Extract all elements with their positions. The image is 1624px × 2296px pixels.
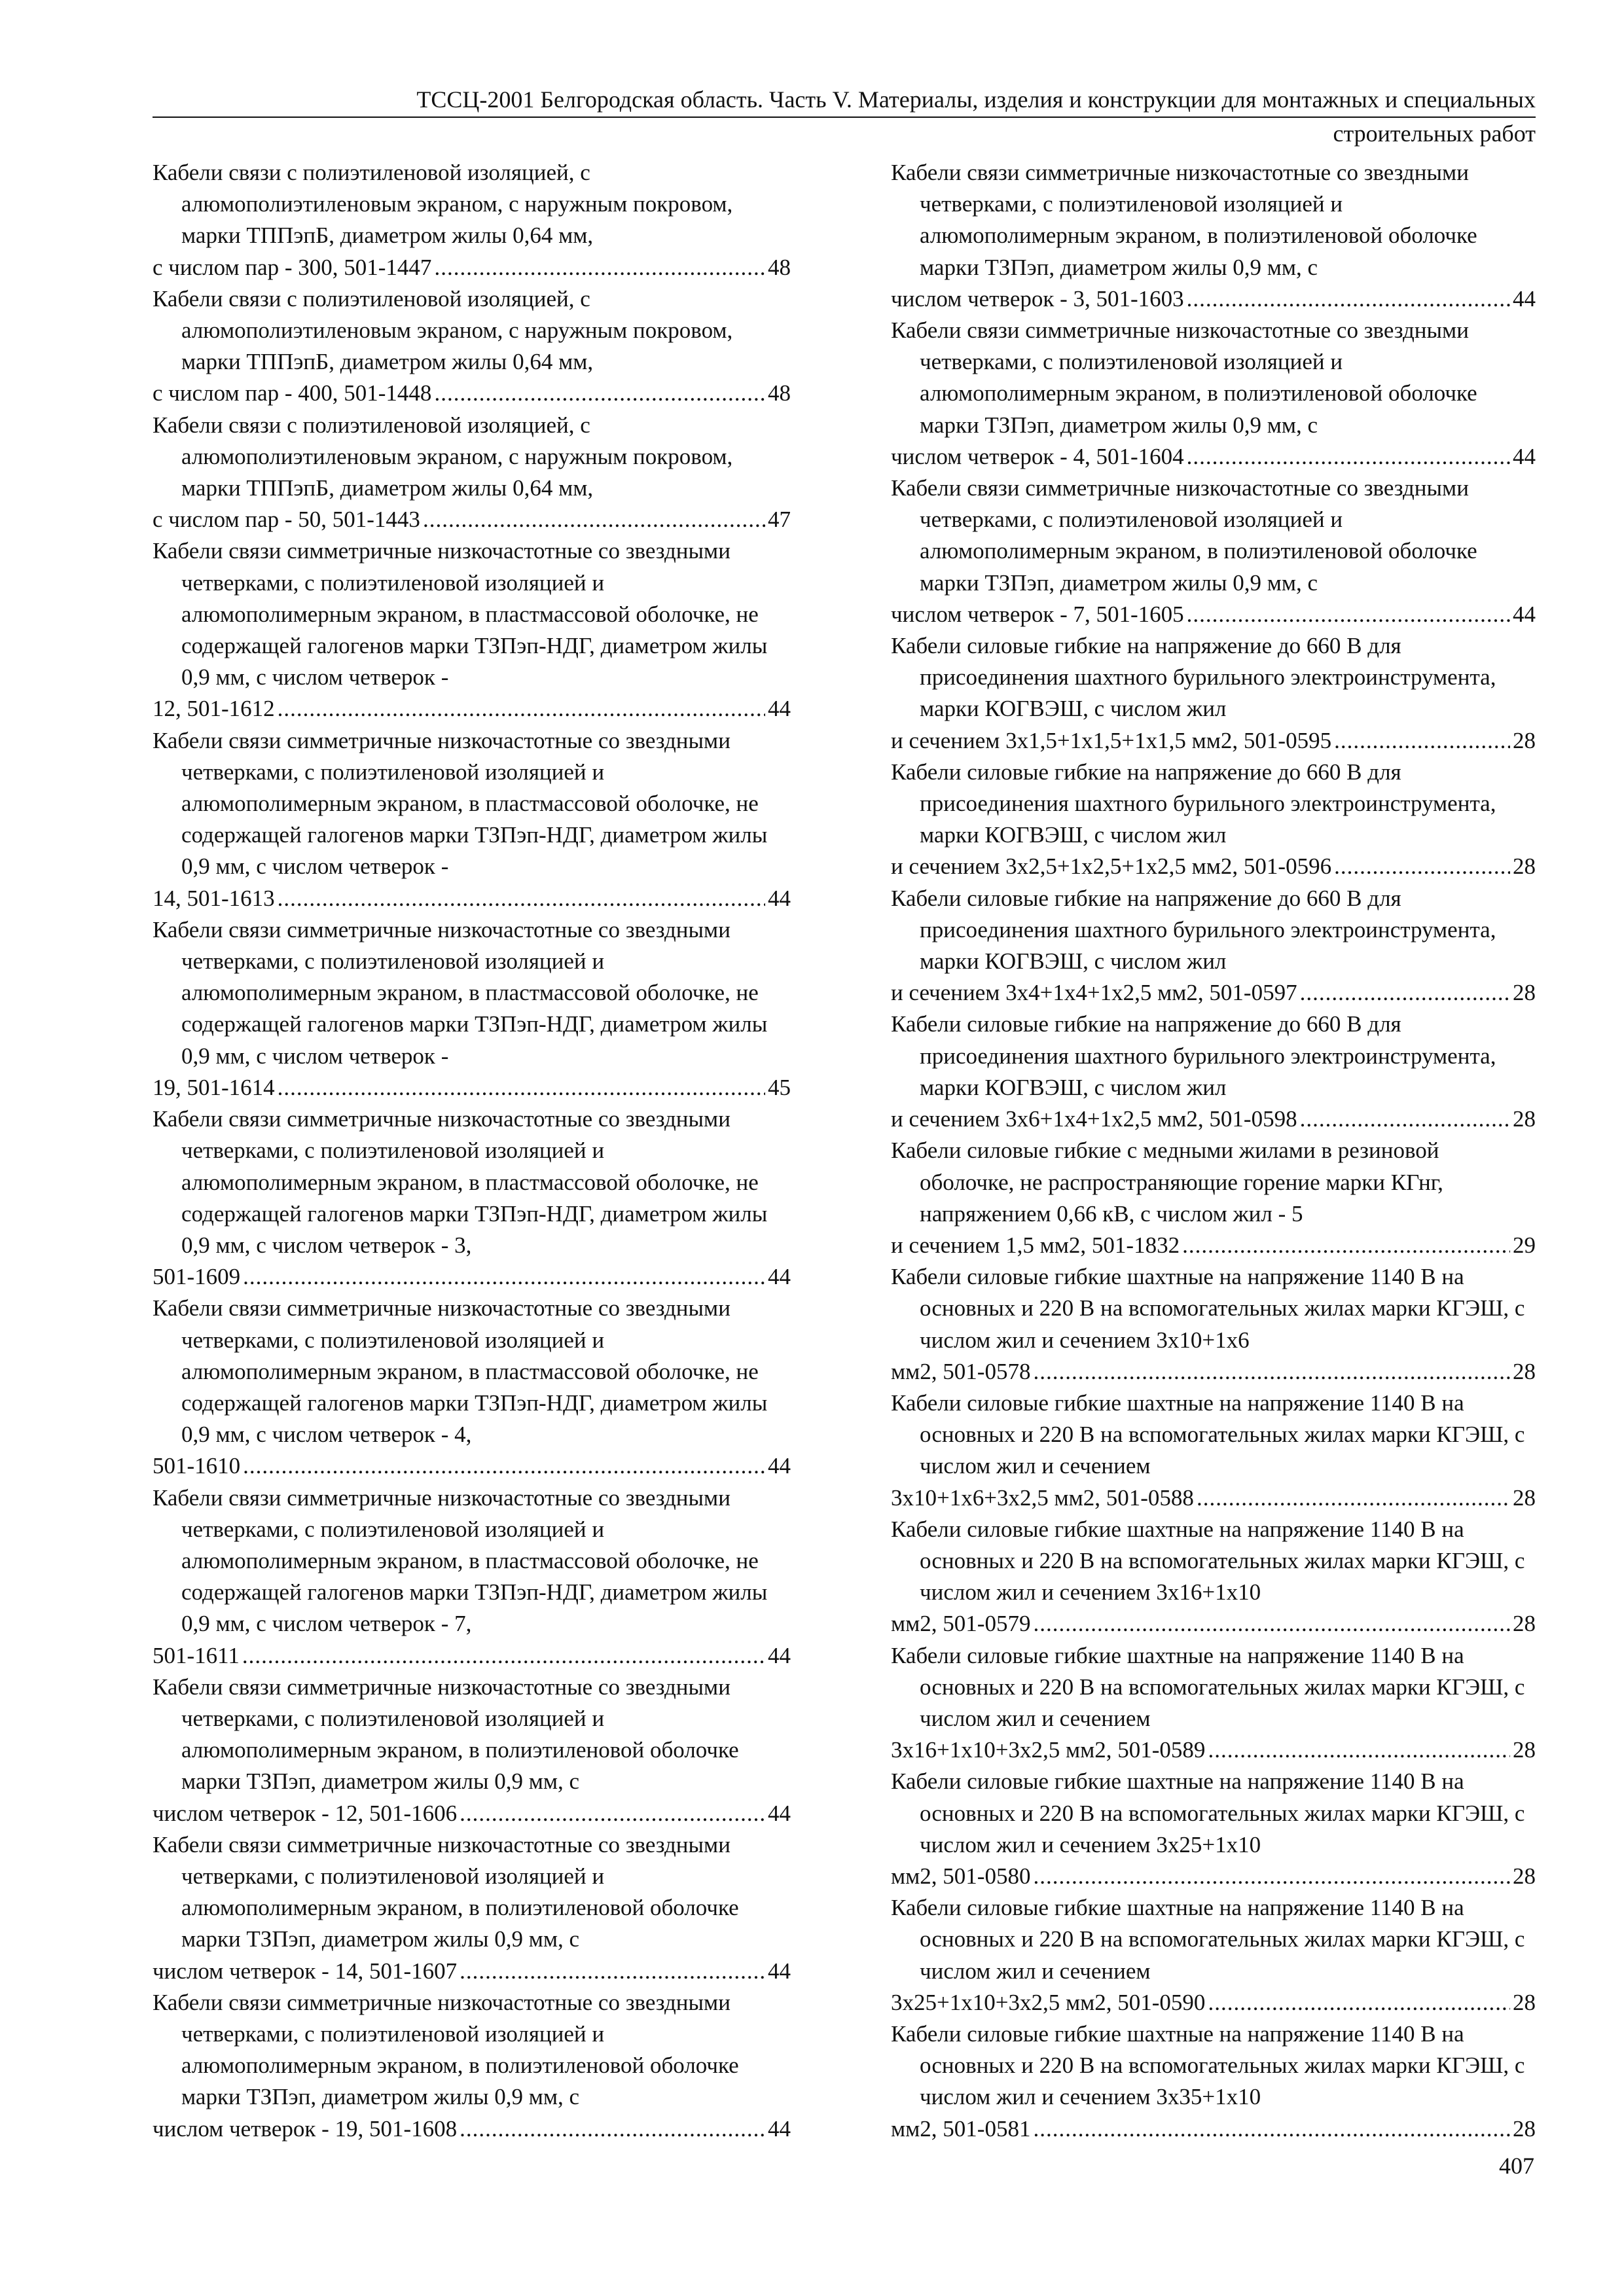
index-entry-code: 3х10+1х6+3х2,5 мм2, 501-0588 <box>891 1484 1194 1511</box>
index-entry <box>891 473 1536 630</box>
index-entry-page: 28 <box>1513 1737 1536 1763</box>
index-entry-text: Кабели связи с полиэтиленовой изоляцией, с алюмополиэтиленовым экраном, с наружным покровом, марки ТППэпБ, диаметром жилы 0,64 мм, <box>153 160 733 249</box>
index-entry-page: 44 <box>768 885 791 911</box>
index-entry-last-line <box>891 1103 1536 1135</box>
dot-leader <box>1187 441 1510 473</box>
index-entry-last-line <box>153 252 791 283</box>
index-entry-last-line <box>153 378 791 409</box>
index-entry-page: 28 <box>1513 980 1536 1006</box>
dot-leader <box>1300 977 1510 1009</box>
index-entry-page: 44 <box>768 1264 791 1290</box>
index-entry-text: Кабели связи симметричные низкочастотные со звездными четверками, с полиэтиленовой изоляцией и алюмополимерным экраном, в пластмассовой оболочке, не содержащей галогенов марки ТЗПэп-НДГ, диаметром жилы 0,9 мм, с числом четверок - <box>153 727 768 880</box>
index-column-right <box>891 157 1536 2145</box>
dot-leader <box>1033 1356 1510 1388</box>
index-entry-code: 501-1609 <box>153 1264 241 1290</box>
index-entry-text: Кабели связи симметричные низкочастотные со звездными четверками, с полиэтиленовой изоляцией и алюмополимерным экраном, в пластмассовой оболочке, не содержащей галогенов марки ТЗПэп-НДГ, диаметром жилы 0,9 мм, с числом четверок - 4, <box>153 1295 768 1448</box>
header-title: ТССЦ-2001 Белгородская область. Часть V. Материалы, изделия и конструкции для монтажных и специальных <box>416 86 1536 113</box>
index-entry-code: с числом пар - 400, 501-1448 <box>153 380 432 406</box>
index-entry-text: Кабели силовые гибкие шахтные на напряжение 1140 В на основных и 220 В на вспомогательных жилах марки КГЭШ, с числом жил и сечением 3х35+1х10 <box>891 2020 1525 2110</box>
index-entry-page: 28 <box>1513 1863 1536 1889</box>
dot-leader <box>242 1640 765 1672</box>
index-entry-page: 28 <box>1513 1989 1536 2015</box>
index-entry-last-line <box>891 2113 1536 2145</box>
index-entry <box>153 914 791 1103</box>
index-entry-page: 44 <box>1513 285 1536 312</box>
index-entry <box>891 1640 1536 1767</box>
index-entry <box>891 1135 1536 1261</box>
dot-leader <box>1334 725 1510 757</box>
dot-leader <box>243 1261 765 1293</box>
index-entry-last-line <box>891 725 1536 757</box>
index-entry <box>153 1987 791 2145</box>
index-entry-page: 28 <box>1513 1358 1536 1384</box>
index-entry-text: Кабели связи с полиэтиленовой изоляцией, с алюмополиэтиленовым экраном, с наружным покровом, марки ТППэпБ, диаметром жилы 0,64 мм, <box>153 285 733 375</box>
index-entry-page: 44 <box>768 1453 791 1479</box>
index-entry-text: Кабели силовые гибкие на напряжение до 660 В для присоединения шахтного бурильного электроинструмента, марки КОГВЭШ, с числом жил <box>891 885 1496 975</box>
header-title-continuation: строительных работ <box>1333 120 1536 147</box>
index-entry-text: Кабели силовые гибкие шахтные на напряжение 1140 В на основных и 220 В на вспомогательных жилах марки КГЭШ, с числом жил и сечением 3х10+1х6 <box>891 1264 1525 1353</box>
index-entry-code: 14, 501-1613 <box>153 885 275 911</box>
index-entry-code: мм2, 501-0581 <box>891 2115 1031 2142</box>
index-entry-text: Кабели связи симметричные низкочастотные со звездными четверками, с полиэтиленовой изоляцией и алюмополимерным экраном, в полиэтиленовой оболочке марки ТЗПэп, диаметром жилы 0,9 мм, с <box>891 475 1477 596</box>
index-entry-text: Кабели силовые гибкие на напряжение до 660 В для присоединения шахтного бурильного электроинструмента, марки КОГВЭШ, с числом жил <box>891 633 1496 722</box>
page-number: 407 <box>1499 2153 1534 2179</box>
index-entry-text: Кабели связи симметричные низкочастотные со звездными четверками, с полиэтиленовой изоляцией и алюмополимерным экраном, в пластмассовой оболочке, не содержащей галогенов марки ТЗПэп-НДГ, диаметром жилы 0,9 мм, с числом четверок - <box>153 916 768 1069</box>
dot-leader <box>278 883 765 914</box>
index-entry <box>153 283 791 410</box>
dot-leader <box>1208 1987 1510 2018</box>
index-entry-page: 28 <box>1513 853 1536 880</box>
index-entry-code: и сечением 3х2,5+1х2,5+1х2,5 мм2, 501-0596 <box>891 853 1332 880</box>
index-entry-code: мм2, 501-0578 <box>891 1358 1031 1384</box>
index-entry-last-line <box>891 1987 1536 2018</box>
index-entry <box>891 1261 1536 1388</box>
dot-leader <box>460 2113 765 2145</box>
dot-leader <box>243 1450 765 1482</box>
index-entry-last-line <box>891 1230 1536 1261</box>
index-entry-text: Кабели связи симметричные низкочастотные со звездными четверками, с полиэтиленовой изоляцией и алюмополимерным экраном, в полиэтиленовой оболочке марки ТЗПэп, диаметром жилы 0,9 мм, с <box>891 317 1477 438</box>
index-entry <box>891 1009 1536 1135</box>
index-entry-page: 44 <box>1513 601 1536 627</box>
index-entry-code: числом четверок - 4, 501-1604 <box>891 443 1184 469</box>
index-entry-text: Кабели силовые гибкие шахтные на напряжение 1140 В на основных и 220 В на вспомогательных жилах марки КГЭШ, с числом жил и сечением <box>891 1895 1525 1984</box>
index-entry-code: числом четверок - 19, 501-1608 <box>153 2115 458 2142</box>
index-entry-code: мм2, 501-0579 <box>891 1611 1031 1637</box>
dot-leader <box>434 252 765 283</box>
index-entry-code: 501-1610 <box>153 1453 241 1479</box>
dot-leader <box>1300 1103 1510 1135</box>
index-entry-last-line <box>153 1072 791 1103</box>
dot-leader <box>1197 1482 1510 1514</box>
index-entry-page: 44 <box>1513 443 1536 469</box>
index-entry-last-line <box>153 1956 791 1987</box>
index-entry-last-line <box>891 1861 1536 1892</box>
dot-leader <box>423 504 765 535</box>
dot-leader <box>1208 1734 1510 1766</box>
index-entry <box>891 757 1536 883</box>
index-entry-page: 44 <box>768 1800 791 1826</box>
index-entry-text: Кабели силовые гибкие шахтные на напряжение 1140 В на основных и 220 В на вспомогательных жилах марки КГЭШ, с числом жил и сечением 3х16+1х10 <box>891 1516 1525 1605</box>
index-entry-last-line <box>891 1356 1536 1388</box>
index-entry-text: Кабели связи симметричные низкочастотные со звездными четверками, с полиэтиленовой изоляцией и алюмополимерным экраном, в пластмассовой оболочке, не содержащей галогенов марки ТЗПэп-НДГ, диаметром жилы 0,9 мм, с числом четверок - 3, <box>153 1106 768 1258</box>
index-entry-code: числом четверок - 12, 501-1606 <box>153 1800 458 1826</box>
index-entry-last-line <box>153 693 791 725</box>
index-entry-code: и сечением 3х4+1х4+1х2,5 мм2, 501-0597 <box>891 980 1297 1006</box>
index-entry <box>153 1829 791 1987</box>
index-entry <box>153 1482 791 1672</box>
index-entry-text: Кабели силовые гибкие шахтные на напряжение 1140 В на основных и 220 В на вспомогательных жилах марки КГЭШ, с числом жил и сечением <box>891 1642 1525 1731</box>
index-entry-page: 45 <box>768 1074 791 1100</box>
index-entry-text: Кабели силовые гибкие шахтные на напряжение 1140 В на основных и 220 В на вспомогательных жилах марки КГЭШ, с числом жил и сечением <box>891 1390 1525 1479</box>
index-entry <box>891 157 1536 315</box>
index-entry <box>891 1766 1536 1892</box>
index-entry <box>891 2018 1536 2145</box>
dot-leader <box>460 1798 765 1829</box>
dot-leader <box>1033 2113 1510 2145</box>
index-entry-text: Кабели связи симметричные низкочастотные со звездными четверками, с полиэтиленовой изоляцией и алюмополимерным экраном, в полиэтиленовой оболочке марки ТЗПэп, диаметром жилы 0,9 мм, с <box>153 1989 739 2110</box>
index-entry-page: 44 <box>768 696 791 722</box>
index-entry-code: числом четверок - 3, 501-1603 <box>891 285 1184 312</box>
index-entry <box>153 157 791 283</box>
index-entry-last-line <box>891 977 1536 1009</box>
index-entry-last-line <box>153 1450 791 1482</box>
index-entry-text: Кабели связи симметричные низкочастотные со звездными четверками, с полиэтиленовой изоляцией и алюмополимерным экраном, в полиэтиленовой оболочке марки ТЗПэп, диаметром жилы 0,9 мм, с <box>153 1674 739 1795</box>
index-entry-page: 47 <box>768 507 791 533</box>
index-entry-last-line <box>891 1608 1536 1640</box>
dot-leader <box>1033 1608 1510 1640</box>
index-entry-last-line <box>891 1482 1536 1514</box>
index-entry-page: 44 <box>768 1642 791 1668</box>
index-entry-last-line <box>891 599 1536 630</box>
index-entry-code: с числом пар - 300, 501-1447 <box>153 254 432 280</box>
index-entry-code: 501-1611 <box>153 1642 240 1668</box>
index-entry <box>891 1388 1536 1514</box>
index-entry <box>891 1892 1536 2018</box>
index-entry-text: Кабели связи симметричные низкочастотные со звездными четверками, с полиэтиленовой изоляцией и алюмополимерным экраном, в пластмассовой оболочке, не содержащей галогенов марки ТЗПэп-НДГ, диаметром жилы 0,9 мм, с числом четверок - 7, <box>153 1484 768 1637</box>
index-entry <box>891 315 1536 473</box>
running-header <box>153 84 1536 149</box>
index-entry-code: 3х25+1х10+3х2,5 мм2, 501-0590 <box>891 1989 1206 2015</box>
index-entry-last-line <box>891 441 1536 473</box>
index-entry <box>891 1514 1536 1640</box>
dot-leader <box>1334 851 1510 882</box>
index-entry-page: 28 <box>1513 2115 1536 2142</box>
index-entry-page: 28 <box>1513 727 1536 753</box>
index-entry-text: Кабели силовые гибкие шахтные на напряжение 1140 В на основных и 220 В на вспомогательных жилах марки КГЭШ, с числом жил и сечением 3х25+1х10 <box>891 1768 1525 1857</box>
index-entry <box>153 1672 791 1829</box>
index-entry-code: 3х16+1х10+3х2,5 мм2, 501-0589 <box>891 1737 1206 1763</box>
index-entry <box>153 1103 791 1293</box>
dot-leader <box>460 1956 765 1987</box>
index-entry-page: 28 <box>1513 1484 1536 1511</box>
index-entry-last-line <box>153 1261 791 1293</box>
index-column-left <box>153 157 791 2145</box>
index-entry-last-line <box>153 2113 791 2145</box>
index-entry-code: числом четверок - 7, 501-1605 <box>891 601 1184 627</box>
index-entry-code: 19, 501-1614 <box>153 1074 275 1100</box>
index-entry <box>153 410 791 536</box>
index-entry-last-line <box>153 1798 791 1829</box>
index-entry <box>153 535 791 725</box>
index-entry-last-line <box>891 851 1536 882</box>
index-entry-text: Кабели связи симметричные низкочастотные со звездными четверками, с полиэтиленовой изоляцией и алюмополимерным экраном, в полиэтиленовой оболочке марки ТЗПэп, диаметром жилы 0,9 мм, с <box>891 160 1477 280</box>
index-entry-last-line <box>153 1640 791 1672</box>
dot-leader <box>1182 1230 1510 1261</box>
index-entry <box>891 883 1536 1009</box>
index-entry <box>153 725 791 914</box>
index-entry-code: мм2, 501-0580 <box>891 1863 1031 1889</box>
index-entry-code: 12, 501-1612 <box>153 696 275 722</box>
index-entry-code: и сечением 3х6+1х4+1х2,5 мм2, 501-0598 <box>891 1106 1297 1132</box>
index-entry-code: с числом пар - 50, 501-1443 <box>153 507 420 533</box>
index-entry-text: Кабели связи симметричные низкочастотные со звездными четверками, с полиэтиленовой изоляцией и алюмополимерным экраном, в пластмассовой оболочке, не содержащей галогенов марки ТЗПэп-НДГ, диаметром жилы 0,9 мм, с числом четверок - <box>153 538 768 691</box>
dot-leader <box>1187 283 1510 315</box>
index-entry-page: 28 <box>1513 1611 1536 1637</box>
dot-leader <box>1187 599 1510 630</box>
index-entry-page: 48 <box>768 380 791 406</box>
index-entry-page: 44 <box>768 1958 791 1984</box>
index-entry-text: Кабели связи с полиэтиленовой изоляцией, с алюмополиэтиленовым экраном, с наружным покровом, марки ТППэпБ, диаметром жилы 0,64 мм, <box>153 412 733 501</box>
index-entry-text: Кабели связи симметричные низкочастотные со звездными четверками, с полиэтиленовой изоляцией и алюмополимерным экраном, в полиэтиленовой оболочке марки ТЗПэп, диаметром жилы 0,9 мм, с <box>153 1831 739 1952</box>
index-entry-page: 29 <box>1513 1232 1536 1258</box>
dot-leader <box>434 378 765 409</box>
index-entry <box>153 1293 791 1482</box>
index-entry-page: 28 <box>1513 1106 1536 1132</box>
index-entry-page: 44 <box>768 2115 791 2142</box>
index-entry-last-line <box>153 504 791 535</box>
index-entry-code: и сечением 3х1,5+1х1,5+1х1,5 мм2, 501-0595 <box>891 727 1332 753</box>
index-entry-code: числом четверок - 14, 501-1607 <box>153 1958 458 1984</box>
index-entry-page: 48 <box>768 254 791 280</box>
index-entry-last-line <box>891 1734 1536 1766</box>
index-entry-text: Кабели силовые гибкие на напряжение до 660 В для присоединения шахтного бурильного электроинструмента, марки КОГВЭШ, с числом жил <box>891 759 1496 848</box>
index-entry-last-line <box>153 883 791 914</box>
index-entry-last-line <box>891 283 1536 315</box>
index-entry <box>891 630 1536 757</box>
index-entry-text: Кабели силовые гибкие с медными жилами в резиновой оболочке, не распространяющие горение марки КГнг, напряжением 0,66 кВ, с числом жил - 5 <box>891 1138 1443 1227</box>
dot-leader <box>278 1072 765 1103</box>
index-entry-code: и сечением 1,5 мм2, 501-1832 <box>891 1232 1180 1258</box>
dot-leader <box>1033 1861 1510 1892</box>
index-entry-text: Кабели силовые гибкие на напряжение до 660 В для присоединения шахтного бурильного электроинструмента, марки КОГВЭШ, с числом жил <box>891 1011 1496 1100</box>
dot-leader <box>278 693 765 725</box>
